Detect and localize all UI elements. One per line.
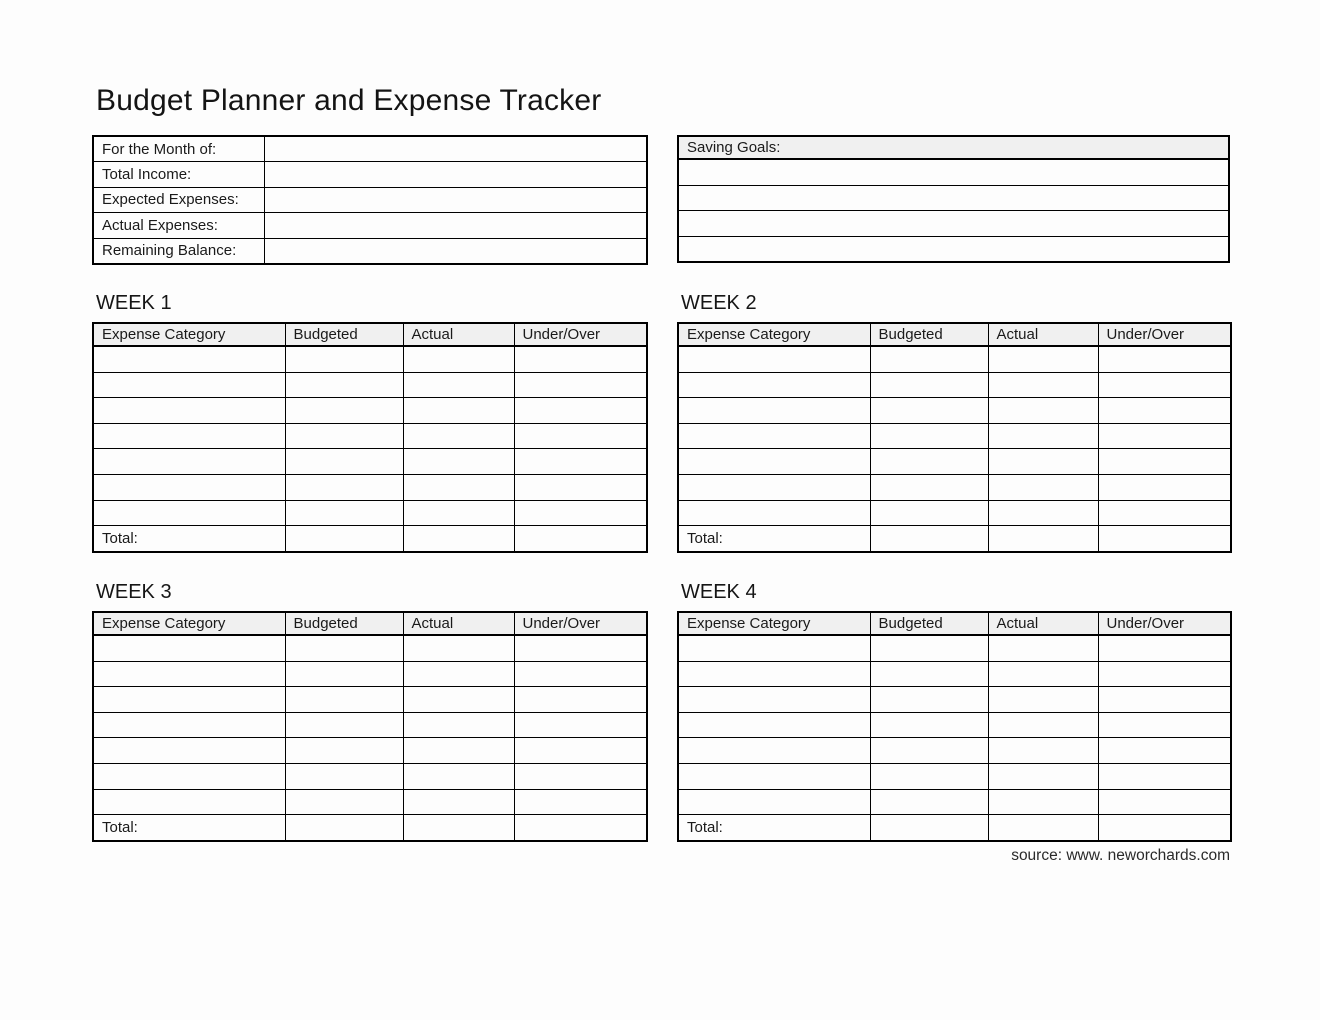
under-over-cell — [1098, 423, 1231, 449]
column-header-budgeted: Budgeted — [285, 612, 403, 635]
under-over-cell — [514, 398, 647, 424]
budgeted-cell — [870, 372, 988, 398]
expense-row — [678, 635, 1231, 661]
budgeted-cell — [285, 423, 403, 449]
actual-cell — [403, 738, 514, 764]
under-over-cell — [1098, 712, 1231, 738]
expense-row — [93, 398, 647, 424]
budgeted-cell — [870, 712, 988, 738]
week-1-table — [92, 322, 648, 553]
actual-cell — [403, 712, 514, 738]
actual-cell — [988, 474, 1098, 500]
actual-cell — [988, 372, 1098, 398]
expense-category-cell — [93, 474, 285, 500]
total-budgeted-cell — [870, 815, 988, 841]
expense-category-cell — [93, 423, 285, 449]
under-over-cell — [514, 500, 647, 526]
actual-cell — [403, 449, 514, 475]
summary-value-cell — [264, 213, 647, 238]
under-over-cell — [1098, 474, 1231, 500]
under-over-cell — [514, 661, 647, 687]
budgeted-cell — [870, 346, 988, 372]
saving-goals — [677, 135, 1230, 263]
expense-row — [93, 372, 647, 398]
under-over-cell — [1098, 738, 1231, 764]
actual-cell — [988, 763, 1098, 789]
expense-category-cell — [93, 687, 285, 713]
total-under-over-cell — [1098, 526, 1231, 552]
expense-category-cell — [93, 789, 285, 815]
budgeted-cell — [285, 372, 403, 398]
budgeted-cell — [870, 500, 988, 526]
actual-cell — [988, 449, 1098, 475]
actual-cell — [403, 635, 514, 661]
total-actual-cell — [403, 815, 514, 841]
total-label: Total: — [93, 526, 285, 552]
under-over-cell — [1098, 661, 1231, 687]
budgeted-cell — [870, 789, 988, 815]
total-budgeted-cell — [285, 526, 403, 552]
week-2-heading: WEEK 2 — [681, 292, 757, 314]
column-header-actual: Actual — [988, 323, 1098, 346]
budgeted-cell — [285, 398, 403, 424]
under-over-cell — [1098, 372, 1231, 398]
expense-row — [678, 449, 1231, 475]
saving-goal-cell — [678, 159, 1229, 185]
budgeted-cell — [285, 763, 403, 789]
expense-category-cell — [678, 500, 870, 526]
actual-cell — [988, 500, 1098, 526]
under-over-cell — [514, 474, 647, 500]
actual-cell — [403, 372, 514, 398]
under-over-cell — [1098, 687, 1231, 713]
saving-goal-row — [678, 185, 1229, 211]
expense-category-cell — [678, 712, 870, 738]
expense-category-cell — [678, 763, 870, 789]
saving-goal-row — [678, 211, 1229, 237]
under-over-cell — [514, 687, 647, 713]
expense-row — [678, 687, 1231, 713]
week-4-section — [677, 581, 1237, 842]
saving-goals-table — [677, 135, 1230, 263]
total-label: Total: — [678, 815, 870, 841]
summary-value-cell — [264, 162, 647, 187]
actual-cell — [988, 398, 1098, 424]
summary-label: Total Income: — [93, 162, 264, 187]
expense-category-cell — [93, 712, 285, 738]
expense-row — [678, 789, 1231, 815]
under-over-cell — [514, 423, 647, 449]
summary-row — [93, 187, 647, 212]
total-actual-cell — [988, 815, 1098, 841]
week-table-header-row — [93, 323, 647, 346]
expense-row — [678, 372, 1231, 398]
column-header-actual: Actual — [403, 612, 514, 635]
column-header-expense-category: Expense Category — [93, 323, 285, 346]
under-over-cell — [1098, 398, 1231, 424]
expense-category-cell — [93, 346, 285, 372]
actual-cell — [988, 738, 1098, 764]
expense-category-cell — [93, 661, 285, 687]
week-3-table — [92, 611, 648, 842]
column-header-under-over: Under/Over — [1098, 323, 1231, 346]
column-header-under-over: Under/Over — [1098, 612, 1231, 635]
column-header-actual: Actual — [403, 323, 514, 346]
expense-category-cell — [678, 789, 870, 815]
under-over-cell — [514, 789, 647, 815]
expense-row — [93, 687, 647, 713]
total-row — [93, 526, 647, 552]
month-summary — [92, 135, 648, 265]
expense-category-cell — [93, 738, 285, 764]
expense-row — [93, 661, 647, 687]
budgeted-cell — [285, 687, 403, 713]
week-3-section — [92, 581, 652, 842]
column-header-budgeted: Budgeted — [870, 612, 988, 635]
expense-row — [93, 738, 647, 764]
expense-row — [93, 474, 647, 500]
column-header-expense-category: Expense Category — [93, 612, 285, 635]
expense-category-cell — [678, 372, 870, 398]
expense-row — [678, 346, 1231, 372]
saving-goals-header-row — [678, 136, 1229, 159]
expense-category-cell — [93, 398, 285, 424]
expense-category-cell — [678, 346, 870, 372]
expense-category-cell — [678, 661, 870, 687]
actual-cell — [988, 635, 1098, 661]
total-label: Total: — [678, 526, 870, 552]
under-over-cell — [514, 712, 647, 738]
expense-row — [93, 763, 647, 789]
under-over-cell — [514, 763, 647, 789]
saving-goal-row — [678, 159, 1229, 185]
actual-cell — [403, 763, 514, 789]
under-over-cell — [1098, 763, 1231, 789]
budgeted-cell — [870, 661, 988, 687]
actual-cell — [403, 661, 514, 687]
total-under-over-cell — [1098, 815, 1231, 841]
expense-row — [93, 712, 647, 738]
expense-category-cell — [93, 763, 285, 789]
actual-cell — [988, 687, 1098, 713]
total-actual-cell — [403, 526, 514, 552]
expense-category-cell — [93, 635, 285, 661]
total-under-over-cell — [514, 815, 647, 841]
actual-cell — [988, 423, 1098, 449]
saving-goals-header: Saving Goals: — [678, 136, 1229, 159]
budgeted-cell — [870, 635, 988, 661]
total-label: Total: — [93, 815, 285, 841]
actual-cell — [403, 474, 514, 500]
expense-row — [678, 661, 1231, 687]
expense-row — [678, 712, 1231, 738]
expense-row — [93, 500, 647, 526]
budgeted-cell — [285, 712, 403, 738]
actual-cell — [403, 500, 514, 526]
total-budgeted-cell — [870, 526, 988, 552]
summary-row — [93, 162, 647, 187]
column-header-under-over: Under/Over — [514, 612, 647, 635]
expense-category-cell — [678, 398, 870, 424]
page-title: Budget Planner and Expense Tracker — [96, 84, 602, 118]
expense-row — [93, 789, 647, 815]
expense-category-cell — [93, 372, 285, 398]
under-over-cell — [514, 372, 647, 398]
budgeted-cell — [285, 789, 403, 815]
actual-cell — [403, 687, 514, 713]
week-table-header-row — [93, 612, 647, 635]
expense-category-cell — [678, 687, 870, 713]
column-header-expense-category: Expense Category — [678, 323, 870, 346]
budgeted-cell — [870, 474, 988, 500]
actual-cell — [403, 423, 514, 449]
budgeted-cell — [285, 346, 403, 372]
week-4-table — [677, 611, 1232, 842]
total-row — [93, 815, 647, 841]
saving-goal-cell — [678, 211, 1229, 237]
expense-category-cell — [678, 474, 870, 500]
column-header-under-over: Under/Over — [514, 323, 647, 346]
under-over-cell — [514, 635, 647, 661]
expense-row — [678, 474, 1231, 500]
budgeted-cell — [285, 449, 403, 475]
budgeted-cell — [870, 763, 988, 789]
total-row — [678, 815, 1231, 841]
under-over-cell — [1098, 346, 1231, 372]
source-credit: source: www. neworchards.com — [1011, 847, 1230, 864]
month-summary-table — [92, 135, 648, 265]
expense-category-cell — [678, 738, 870, 764]
expense-category-cell — [93, 449, 285, 475]
expense-row — [93, 449, 647, 475]
under-over-cell — [1098, 500, 1231, 526]
column-header-budgeted: Budgeted — [285, 323, 403, 346]
actual-cell — [988, 789, 1098, 815]
column-header-budgeted: Budgeted — [870, 323, 988, 346]
budgeted-cell — [870, 423, 988, 449]
week-table-header-row — [678, 612, 1231, 635]
summary-label: Remaining Balance: — [93, 238, 264, 264]
summary-row — [93, 238, 647, 264]
budgeted-cell — [285, 474, 403, 500]
expense-category-cell — [93, 500, 285, 526]
actual-cell — [988, 346, 1098, 372]
summary-value-cell — [264, 238, 647, 264]
summary-row — [93, 136, 647, 162]
expense-row — [678, 500, 1231, 526]
under-over-cell — [1098, 789, 1231, 815]
summary-value-cell — [264, 136, 647, 162]
under-over-cell — [514, 449, 647, 475]
summary-label: For the Month of: — [93, 136, 264, 162]
expense-category-cell — [678, 449, 870, 475]
budgeted-cell — [285, 738, 403, 764]
expense-row — [93, 423, 647, 449]
expense-row — [93, 346, 647, 372]
actual-cell — [403, 398, 514, 424]
under-over-cell — [514, 346, 647, 372]
saving-goal-row — [678, 236, 1229, 262]
expense-row — [93, 635, 647, 661]
actual-cell — [988, 661, 1098, 687]
total-under-over-cell — [514, 526, 647, 552]
expense-row — [678, 423, 1231, 449]
week-4-heading: WEEK 4 — [681, 581, 757, 603]
expense-category-cell — [678, 423, 870, 449]
expense-row — [678, 738, 1231, 764]
budgeted-cell — [870, 449, 988, 475]
actual-cell — [988, 712, 1098, 738]
expense-row — [678, 763, 1231, 789]
column-header-expense-category: Expense Category — [678, 612, 870, 635]
column-header-actual: Actual — [988, 612, 1098, 635]
total-row — [678, 526, 1231, 552]
expense-category-cell — [678, 635, 870, 661]
summary-label: Actual Expenses: — [93, 213, 264, 238]
saving-goal-cell — [678, 236, 1229, 262]
actual-cell — [403, 789, 514, 815]
week-table-header-row — [678, 323, 1231, 346]
total-actual-cell — [988, 526, 1098, 552]
summary-value-cell — [264, 187, 647, 212]
under-over-cell — [514, 738, 647, 764]
budgeted-cell — [870, 398, 988, 424]
under-over-cell — [1098, 449, 1231, 475]
week-1-heading: WEEK 1 — [96, 292, 172, 314]
budgeted-cell — [285, 661, 403, 687]
total-budgeted-cell — [285, 815, 403, 841]
week-2-section — [677, 292, 1237, 553]
actual-cell — [403, 346, 514, 372]
budgeted-cell — [870, 687, 988, 713]
under-over-cell — [1098, 635, 1231, 661]
summary-row — [93, 213, 647, 238]
budgeted-cell — [285, 500, 403, 526]
summary-label: Expected Expenses: — [93, 187, 264, 212]
week-2-table — [677, 322, 1232, 553]
week-3-heading: WEEK 3 — [96, 581, 172, 603]
week-1-section — [92, 292, 652, 553]
saving-goal-cell — [678, 185, 1229, 211]
budgeted-cell — [285, 635, 403, 661]
budgeted-cell — [870, 738, 988, 764]
expense-row — [678, 398, 1231, 424]
